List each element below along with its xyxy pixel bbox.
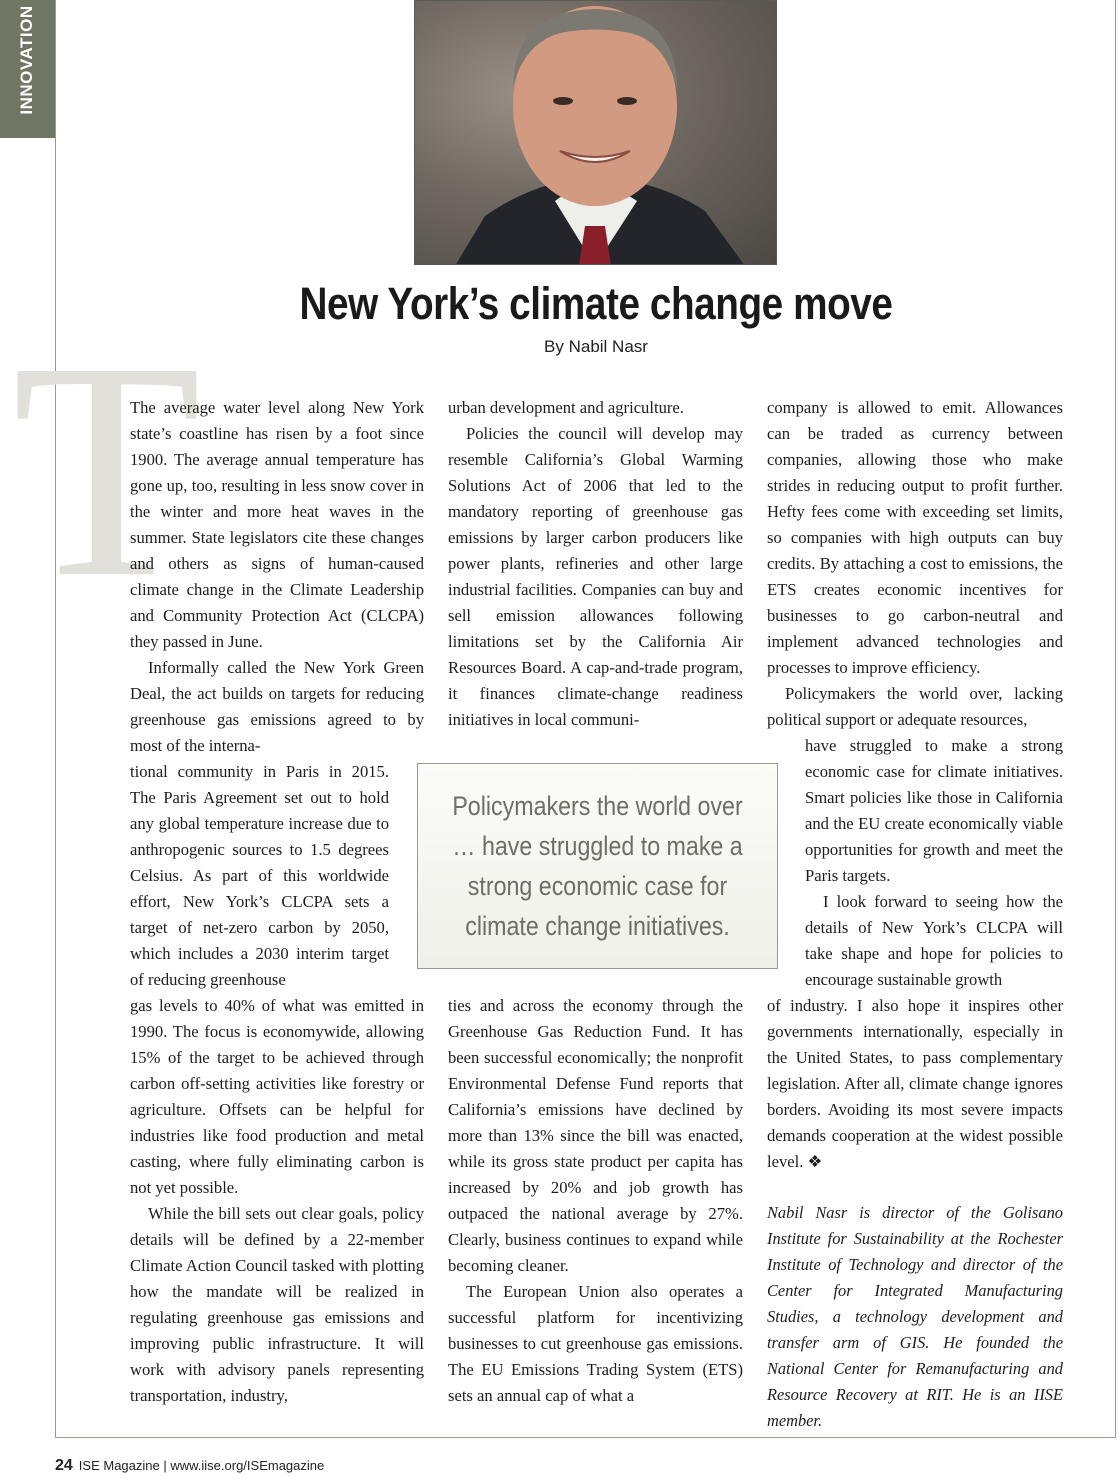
- paragraph: I look forward to seeing how the details of New York’s CLCPA will take shape and hope for policies to encourage sustainable growth: [805, 892, 1063, 989]
- paragraph: The average water level along New York state’s coastline has risen by a foot since 1900. The average annual temperature has gone up, too, resulting in less snow cover in the winter and more heat waves in the summer. State legislators cite these changes and others as signs of human-caused climate change in the Climate Leadership and Community Protection Act (CLCPA) they passed in June.: [130, 398, 424, 651]
- page-footer: [55, 1457, 324, 1475]
- paragraph: Policies the council will develop may resemble California’s Global Warming Solutions Act of 2006 that led to the mandatory reporting of greenhouse gas emissions by larger carbon producers like power plants, refineries and other large industrial facilities. Companies can buy and sell emission allowances following limitations set by the California Air Resources Board. A cap-and-trade program, it finances climate-change readiness initiatives in local communi-: [448, 424, 743, 729]
- paragraph: ties and across the economy through the Greenhouse Gas Reduction Fund. It has been successful economically; the nonprofit Environmental Defense Fund reports that California’s emissions have declined by more than 13% since the bill was enacted, while its gross state product per capita has increased by 20% and job growth has outpaced the national average by 27%. Clearly, business continues to expand while becoming cleaner.: [448, 996, 743, 1275]
- paragraph: urban development and agriculture.: [448, 398, 684, 417]
- column-3-top: [767, 395, 1063, 733]
- paragraph: of industry. I also hope it inspires other governments internationally, especially in the United States, to pass complementary legislation. After all, climate change ignores borders. Avoiding its most severe impacts demands cooperation at the widest possible level. ❖: [767, 996, 1063, 1171]
- page-number: 24: [55, 1457, 73, 1474]
- column-2-top: [448, 395, 743, 733]
- paragraph: Informally called the New York Green Deal, the act builds on targets for reducing greenhouse gas emissions agreed to by most of the interna-: [130, 658, 424, 755]
- byline: By Nabil Nasr: [544, 337, 648, 356]
- pull-quote-text: Policymakers the world over … have struggled to make a strong economic case for climate change initiatives.: [452, 791, 743, 941]
- column-1-bottom: [130, 993, 424, 1409]
- paragraph: company is allowed to emit. Allowances can be traded as currency between companies, allowing those who make strides in reducing output to profit further. Hefty fees come with exceeding set limits, so companies with high outputs can buy credits. By attaching a cost to emissions, the ETS creates economic incentives for businesses to go carbon-neutral and implement advanced technologies and processes to improve efficiency.: [767, 398, 1063, 677]
- paragraph: have struggled to make a strong economic case for climate initiatives. Smart policies like those in California and the EU create economically viable opportunities for growth and meet the Paris targets.: [805, 736, 1063, 885]
- column-1-middle: [130, 759, 389, 993]
- section-tab: [0, 0, 55, 138]
- paragraph: The European Union also operates a successful platform for incentivizing businesses to cut greenhouse gas emissions. The EU Emissions Trading System (ETS) sets an annual cap of what a: [448, 1282, 743, 1405]
- column-1-top: [130, 395, 424, 759]
- column-2-bottom: [448, 993, 743, 1409]
- author-bio: Nabil Nasr is director of the Golisano Institute for Sustainability at the Rochester Institute of Technology and director of the Center for Integrated Manufacturing Studies, a technology development and transfer arm of GIS. He founded the National Center for Remanufacturing and Resource Recovery at RIT. He is an IISE member.: [767, 1203, 1063, 1430]
- paragraph: gas levels to 40% of what was emitted in 1990. The focus is economywide, allowing 15% of the target to be achieved through carbon off-setting activities like forestry or agriculture. Offsets can be helpful for industries like food production and metal casting, where fully eliminating carbon is not yet possible.: [130, 996, 424, 1197]
- paragraph: tional community in Paris in 2015. The Paris Agreement set out to hold any global temperature increase due to anthropogenic sources to 1.5 degrees Celsius. As part of this worldwide effort, New York’s CLCPA sets a target of net-zero carbon by 2050, which includes a 2030 interim target of reducing greenhouse: [130, 762, 389, 989]
- drop-cap: T: [12, 299, 202, 642]
- column-3-bottom: [767, 993, 1063, 1175]
- paragraph: While the bill sets out clear goals, policy details will be defined by a 22-member Climate Action Council tasked with plotting how the mandate will be realized in regulating greenhouse gas emissions and improving public infrastructure. It will work with advisory panels representing transportation, industry,: [130, 1204, 424, 1405]
- footer-text: ISE Magazine | www.iise.org/ISEmagazine: [78, 1458, 325, 1473]
- author-photo: [414, 0, 777, 265]
- section-tab-label: INNOVATION: [17, 5, 36, 115]
- column-3-middle: [805, 733, 1063, 993]
- paragraph: Policymakers the world over, lacking political support or adequate resources,: [767, 684, 1063, 729]
- article-title: New York’s climate change move: [299, 278, 893, 329]
- pull-quote: [417, 763, 778, 969]
